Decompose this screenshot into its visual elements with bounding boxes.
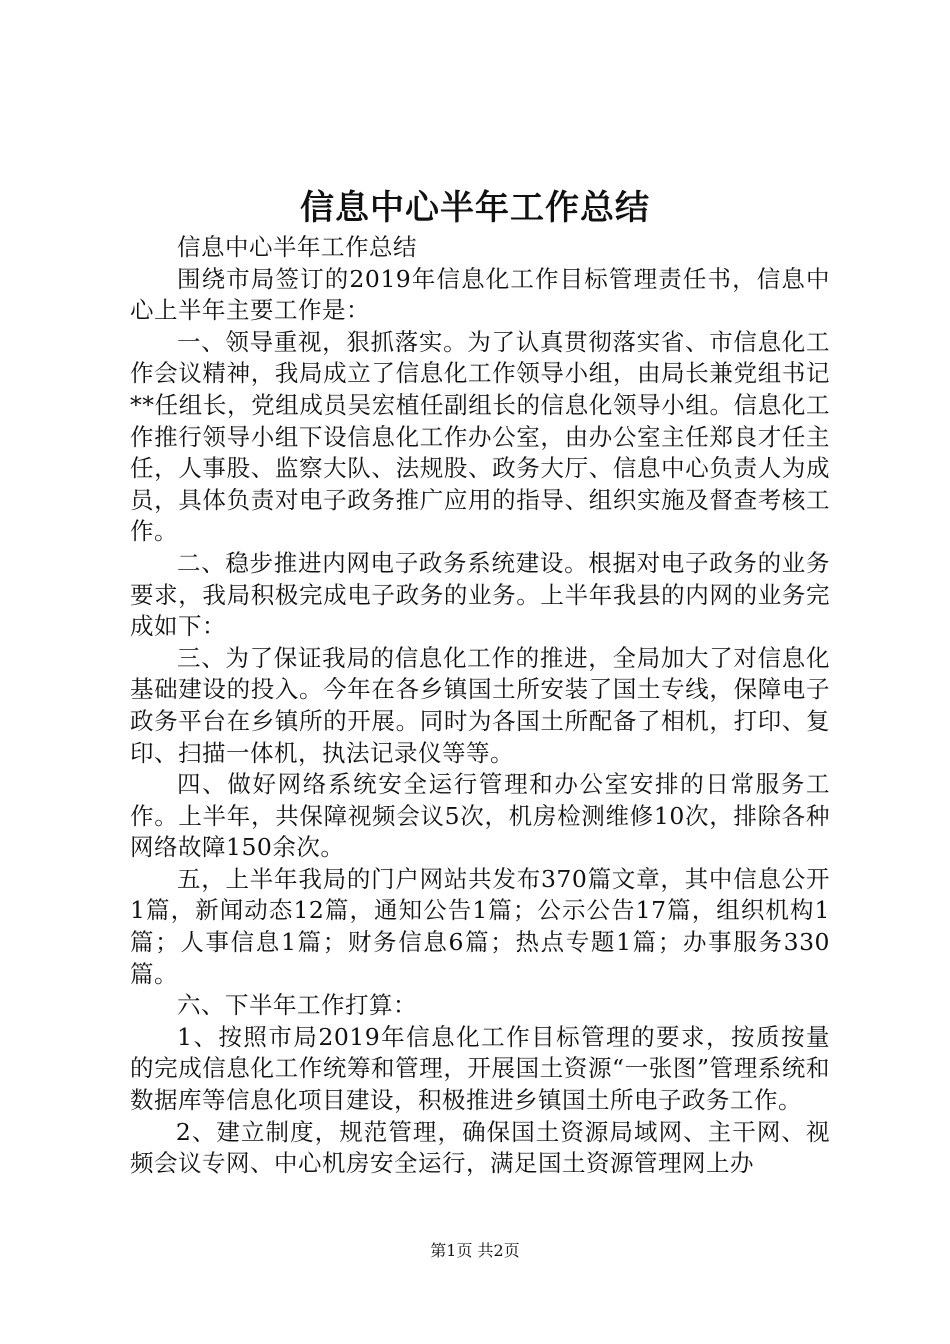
paragraph-section-2: 二、稳步推进内网电子政务系统建设。根据对电子政务的业务要求，我局积极完成电子政务的业务。上半年我县的内网的业务完成如下： — [130, 548, 830, 641]
paragraph-section-6: 六、下半年工作打算： — [177, 991, 417, 1020]
paragraph-section-4: 四、做好网络系统安全运行管理和办公室安排的日常服务工作。上半年，共保障视频会议5次，机房检测维修10次，排除各种网络故障150余次。 — [130, 770, 830, 862]
page-number-footer: 第1页 共2页 — [430, 1241, 520, 1260]
paragraph-subtitle: 信息中心半年工作总结 — [177, 233, 417, 261]
paragraph-section-5: 五，上半年我局的门户网站共发布370篇文章，其中信息公开1篇，新闻动态12篇，通知公告1篇；公示公告17篇，组织机构1篇；人事信息1篇；财务信息6篇；热点专题1篇；办事服务330篇。 — [130, 864, 830, 988]
document-title: 信息中心半年工作总结 — [300, 188, 650, 228]
paragraph-plan-1: 1、按照市局2019年信息化工作目标管理的要求，按质按量的完成信息化工作统筹和管理，开展国土资源“一张图”管理系统和数据库等信息化项目建设，积极推进乡镇国土所电子政务工作。 — [130, 1022, 830, 1115]
paragraph-plan-2: 2、建立制度，规范管理，确保国土资源局域网、主干网、视频会议专网、中心机房安全运行，满足国土资源管理网上办 — [130, 1117, 830, 1178]
paragraph-intro: 围绕市局签订的2019年信息化工作目标管理责任书，信息中心上半年主要工作是： — [130, 264, 830, 325]
document-body — [130, 232, 830, 1180]
paragraph-section-3: 三、为了保证我局的信息化工作的推进，全局加大了对信息化基础建设的投入。今年在各乡镇国土所安装了国土专线，保障电子政务平台在乡镇所的开展。同时为各国土所配备了相机，打印、复印、扫描一体机，执法记录仪等等。 — [130, 643, 830, 767]
paragraph-section-1: 一、领导重视，狠抓落实。为了认真贯彻落实省、市信息化工作会议精神，我局成立了信息化工作领导小组，由局长兼党组书记**任组长，党组成员吴宏植任副组长的信息化领导小组。信息化工作推行领导小组下设信息化工作办公室，由办公室主任郑良才任主任，人事股、监察大队、法规股、政务大厅、信息中心负责人为成员，具体负责对电子政务推广应用的指导、组织实施及督查考核工作。 — [130, 327, 830, 546]
